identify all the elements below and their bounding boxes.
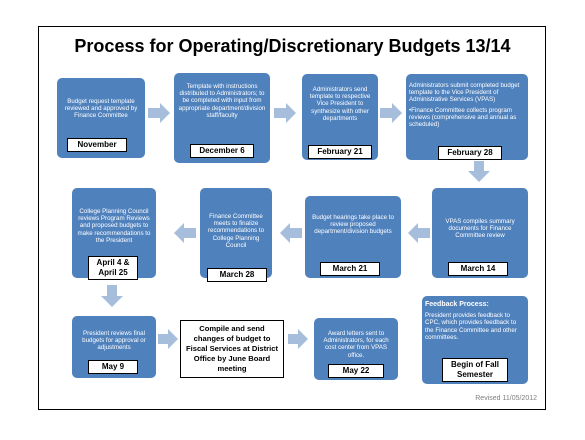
step-text-bullet: •Finance Committee collects program reviews (comprehensive and annual as scheduled) bbox=[409, 106, 517, 129]
step-text: Administrators submit completed budget template to the Vice President of Administrative Services (VPAS) bbox=[409, 82, 520, 104]
step-date-label: May 9 bbox=[88, 360, 138, 374]
arrow-down-1 bbox=[468, 161, 490, 182]
feedback-heading: Feedback Process: bbox=[425, 301, 489, 308]
step-date-label: March 14 bbox=[448, 262, 508, 276]
step-text: Budget request template reviewed and approved by Finance Committee bbox=[64, 98, 138, 120]
step-date-label: Begin of Fall Semester bbox=[442, 358, 508, 382]
step-date-label: May 22 bbox=[328, 364, 384, 378]
step-box-7 bbox=[200, 188, 272, 278]
step-text: Finance Committee meets to finalize recommendations to College Planning Council bbox=[207, 213, 265, 249]
step-box-10 bbox=[180, 320, 284, 378]
arrow-right-1 bbox=[148, 103, 170, 123]
step-date-label: April 4 & April 25 bbox=[88, 256, 138, 280]
step-date-label: March 21 bbox=[320, 262, 380, 276]
revised-date: Revised 11/05/2012 bbox=[475, 395, 537, 402]
step-text: President reviews final budgets for approval or adjustments bbox=[82, 330, 146, 352]
arrow-left-2 bbox=[280, 223, 302, 243]
diagram-title: Process for Operating/Discretionary Budgets 13/14 bbox=[74, 36, 511, 56]
step-text: Administrators send template to respective Vice President to synthesize with other departments bbox=[309, 86, 371, 122]
arrow-left-1 bbox=[408, 223, 430, 243]
arrow-right-2 bbox=[274, 103, 296, 123]
arrow-right-5 bbox=[288, 329, 308, 349]
step-date-label: March 28 bbox=[207, 268, 267, 282]
arrow-right-3 bbox=[380, 103, 402, 123]
step-text: College Planning Council reviews Program Reviews and proposed budgets to make recommendations to the President bbox=[77, 208, 151, 244]
step-date-label: February 21 bbox=[308, 145, 372, 159]
step-text: Compile and send changes of budget to Fiscal Services at District Office by June Board meeting bbox=[185, 324, 279, 373]
arrow-down-2 bbox=[101, 285, 123, 307]
step-text: Budget hearings take place to review proposed department/division budgets bbox=[312, 214, 394, 236]
step-text: Award letters sent to Administrators, for each cost center from VPAS office. bbox=[323, 330, 389, 359]
step-text: President provides feedback to CPC, which provides feedback to the Finance Committee and other committees. bbox=[425, 312, 517, 341]
step-date-label: December 6 bbox=[190, 144, 254, 158]
step-date-label: February 28 bbox=[438, 146, 502, 160]
step-text: VPAS compiles summary documents for Finance Committee review bbox=[445, 218, 515, 240]
arrow-right-4 bbox=[158, 329, 178, 349]
step-date-label: November bbox=[67, 138, 127, 152]
arrow-left-3 bbox=[174, 223, 196, 243]
step-text: Template with instructions distributed to Administrators; to be completed with input from appropriate department/division staff/faculty bbox=[178, 83, 266, 119]
